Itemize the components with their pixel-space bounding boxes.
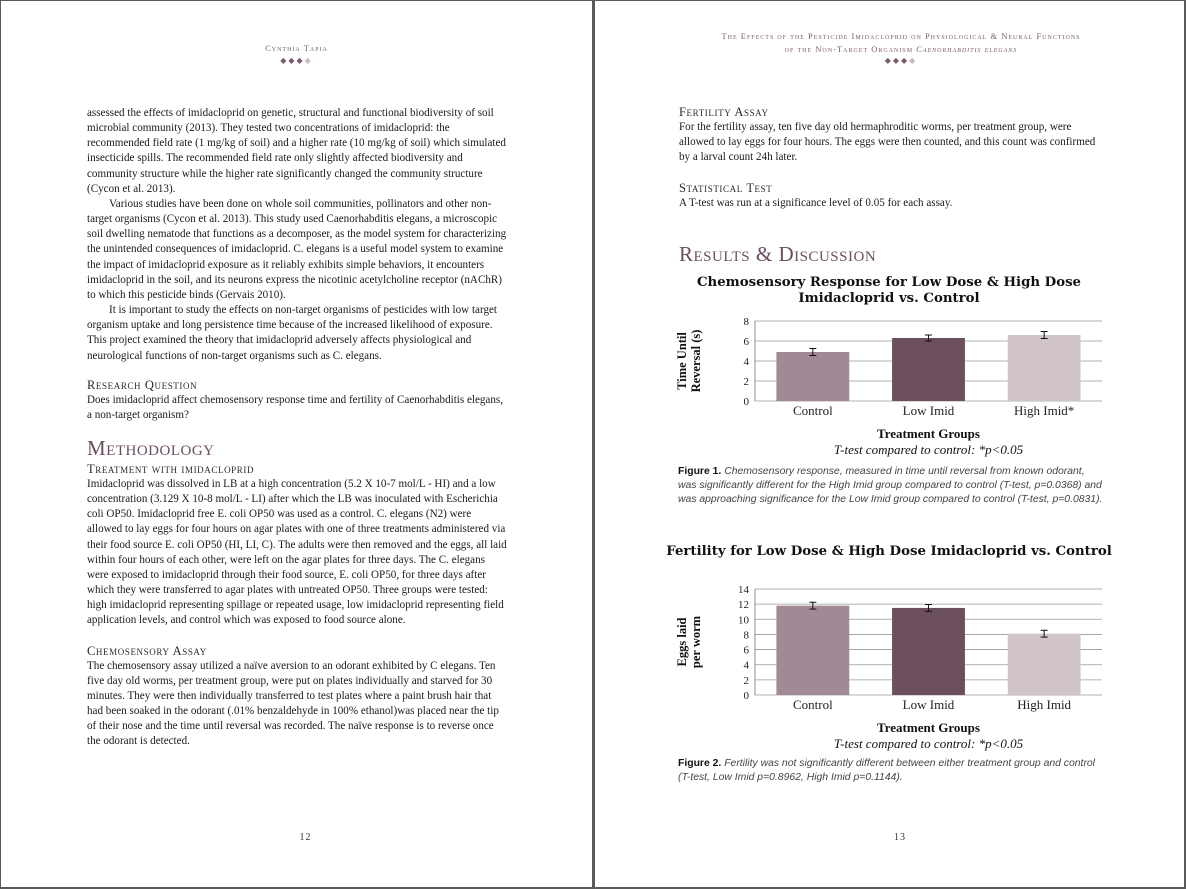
bar-low-imid [892, 608, 965, 695]
fertility-heading: Fertility Assay [679, 105, 769, 119]
x-tick-label: Control [792, 697, 833, 712]
figure1-label: Figure 1. [678, 466, 722, 477]
y-tick-label: 6 [743, 644, 749, 657]
y-tick-label: 14 [738, 584, 749, 596]
bar-low-imid [892, 338, 965, 401]
statistical-text: A T-test was run at a significance level of 0.05 for each assay. [679, 197, 953, 210]
running-head-line1: The Effects of the Pesticide Imidacloprid on Physiological & Neural Functions [721, 31, 1081, 41]
paragraph: Various studies have been done on whole soil communities, pollinators and other non-target organisms (Cycon et al. 2013). This study used Caenorhabditis elegans, a microscopic soil dwelling nematode that functions as a decomposer, as the model system for characterizing the unintended consequences of imidacloprid. C. elegans is a useful model system to examine the impact of imidacloprid exposure as it reliably exhibits simple behaviors, it encounters imidacloprid in the soil, and its neurons express the nicotinic acetylcholine receptor (nAChR) to which this pesticide binds (Gervais 2010). [87, 197, 507, 301]
right-body [679, 105, 1104, 212]
x-tick-label: Control [792, 403, 833, 418]
left-page [1, 1, 592, 887]
y-axis-label-line: per worm [689, 615, 703, 669]
x-tick-label: Low Imid [902, 697, 955, 712]
y-axis-label-line: Reversal (s) [689, 329, 703, 393]
y-axis-label [675, 330, 703, 393]
y-tick-label: 4 [743, 659, 749, 672]
chemosensory-text: The chemosensory assay utilized a naïve aversion to an odorant exhibited by C elegans. Ten five day old worms, per treatment group, were put on plates individually and starved for 30 minutes. They were then individually transferred to test plates where a paint brush hair that had been soaked in the odorant (.01% benzaldehyde in 100% ethanol)was placed near the tip of their nose and the time until reversal was recorded. The naïve response is to reverse once the odorant is detected. [87, 659, 499, 748]
figure2-caption [678, 757, 1103, 785]
chart2-title: Fertility for Low Dose & High Dose Imidacloprid vs. Control [666, 544, 1112, 559]
treatment-heading: Treatment with imidacloprid [87, 461, 255, 476]
running-head-line2 [595, 43, 1186, 56]
left-body [87, 106, 508, 749]
y-tick-label: 0 [743, 690, 749, 702]
ornament-dots: ◆◆◆◆ [280, 56, 313, 65]
methodology-heading: Methodology [87, 435, 215, 460]
bar-control [776, 352, 849, 401]
x-axis-label: Treatment Groups [877, 720, 980, 735]
y-axis-label [675, 615, 703, 668]
fertility-text: For the fertility assay, ten five day old hermaphroditic worms, per treatment group, were allowed to lay eggs for four hours. The eggs were then counted, and this count was confirmed by a larval count 24h later. [679, 121, 1096, 164]
figure2-label: Figure 2. [678, 758, 722, 769]
page-number-right: 13 [894, 832, 906, 843]
statistical-heading: Statistical Test [679, 181, 773, 196]
figure1-caption [678, 465, 1103, 507]
x-axis-label: Treatment Groups [877, 426, 980, 441]
figure1-text: Chemosensory response, measured in time until reversal from known odorant, was significantly different for the High Imid group compared to control (T-test, p=0.0368) and was approaching significance for the Low Imid group compared to control (T-test, p=0.0831). [678, 466, 1103, 505]
chart1-title: Chemosensory Response for Low Dose & High Dose Imidacloprid vs. Control [696, 275, 1082, 306]
x-tick-label: High Imid* [1014, 403, 1075, 418]
figure2-text: Fertility was not significantly different between either treatment group and control (T-test, Low Imid p=0.8962, High Imid p=0.1144). [678, 758, 1095, 783]
research-question-heading: Research Question [87, 377, 198, 392]
research-question-text: Does imidacloprid affect chemosensory response time and fertility of Caenorhabditis elegans, a non-target organism? [87, 393, 503, 421]
y-tick-label: 8 [743, 629, 749, 642]
y-tick-label: 4 [743, 356, 749, 368]
x-axis-note: T-test compared to control: *p<0.05 [833, 442, 1024, 457]
bar-control [776, 606, 849, 695]
y-tick-label: 0 [743, 396, 749, 408]
running-head-text: of the Non-Target Organism [784, 44, 914, 54]
y-tick-label: 12 [738, 599, 749, 612]
chemosensory-heading: Chemosensory Assay [87, 643, 207, 658]
bar-high-imid [1008, 634, 1081, 695]
paragraph: It is important to study the effects on non-target organisms of pesticides with low target organism uptake and long persistence time because of the increased likelihood of exposure. This project examined the theory that imidacloprid adversely affects physiological and neurological functions of non-target organisms such as C. elegans. [87, 304, 498, 362]
treatment-text: Imidacloprid was dissolved in LB at a high concentration (5.2 X 10-7 mol/L - HI) and a low concentration (3.129 X 10-8 mol/L - LI) after which the LB was inoculated with Escherichia coli OP50. Imidacloprid free E. coli OP50 was used as a control. C. elegans (N2) were allowed to lay eggs for four hours on agar plates with one of three treatments administered via their food source E. coli OP50 (HI, LI, C). The adults were then removed and the eggs, all laid within four hours of each other, were left on the agar plates for three days. The C. elegans were exposed to imidacloprid through their food source, E. coli OP50, for three days after which they were transferred to agar plates with untreated OP50. Three groups were tested: high imidacloprid representing spillage or repeated usage, low imidacloprid representing field application levels, and control which was exposed to food source alone. [87, 477, 507, 627]
running-head-right [595, 30, 1186, 56]
y-tick-label: 8 [743, 316, 749, 328]
y-tick-label: 6 [743, 336, 749, 348]
page-number-left: 12 [299, 832, 312, 843]
right-page [595, 1, 1184, 887]
x-axis-note: T-test compared to control: *p<0.05 [833, 736, 1024, 751]
ornament-dots: ◆◆◆◆ [884, 56, 918, 65]
results-heading: Results & Discussion [679, 242, 877, 266]
y-axis-label-line: Eggs laid [675, 617, 689, 667]
chart2 [595, 571, 1184, 771]
running-head-species: Caenorhabditis elegans [916, 44, 1018, 54]
bar-high-imid- [1008, 335, 1081, 401]
running-head-left: Cynthia Tapia [265, 43, 328, 53]
y-axis-label-line: Time Until [675, 332, 689, 390]
y-tick-label: 10 [738, 614, 749, 627]
y-tick-label: 2 [743, 674, 749, 687]
y-tick-label: 2 [743, 376, 749, 388]
x-tick-label: High Imid [1017, 697, 1072, 712]
x-tick-label: Low Imid [902, 403, 955, 418]
paragraph: assessed the effects of imidacloprid on genetic, structural and functional biodiversity of soil microbial community (2013). They tested two concentrations of imidacloprid: the recommended field rate (1 mg/kg of soil) and a higher rate (10 mg/kg of soil) which simulated insecticide spills. The recommended field rate only slightly affected biodiversity and community structure while the higher rate significantly changed the community structure (Cycon et al. 2013). [87, 107, 506, 195]
